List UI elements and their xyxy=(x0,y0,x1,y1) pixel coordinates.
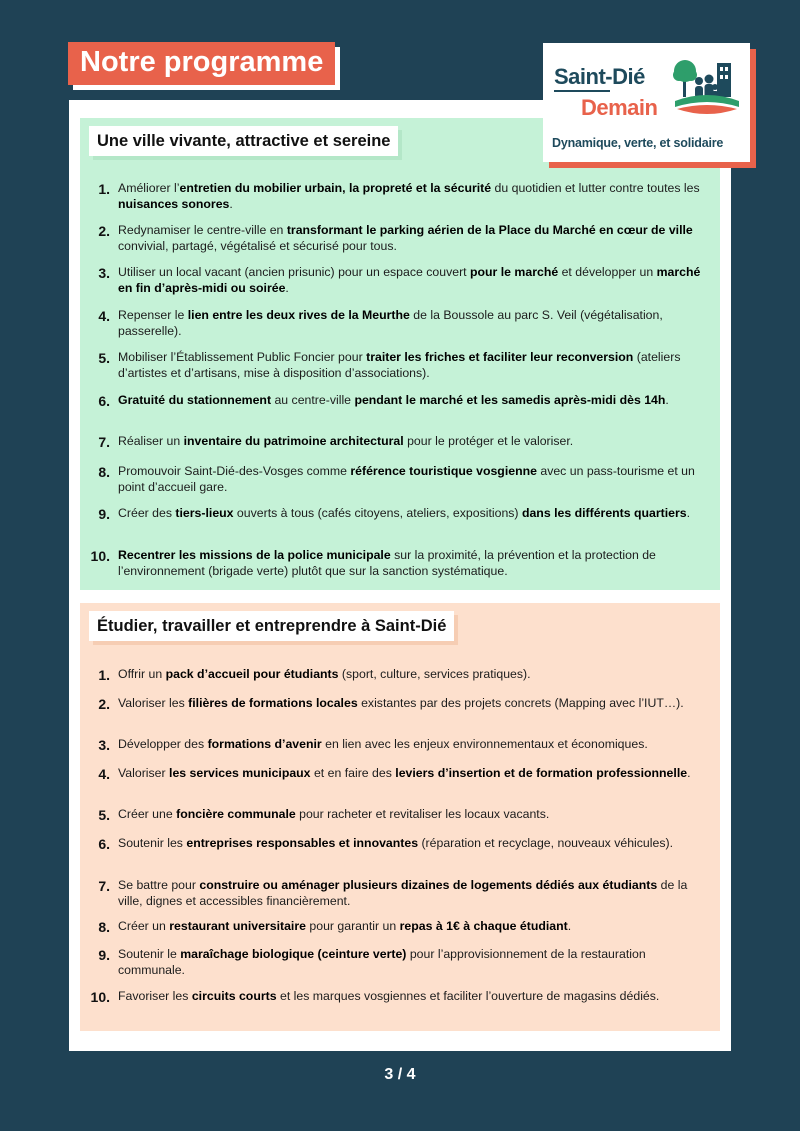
text-segment: . xyxy=(687,766,691,780)
text-segment: ouverts à tous (cafés citoyens, ateliers, expositions) xyxy=(233,506,522,520)
text-segment: en lien avec les enjeux environnementaux et économiques. xyxy=(321,737,648,751)
list-item-number: 1. xyxy=(98,181,110,197)
text-segment: Soutenir le xyxy=(118,947,181,961)
list-item-number: 9. xyxy=(98,506,110,522)
list-item-number: 9. xyxy=(98,947,110,963)
bold-text: dans les différents quartiers xyxy=(521,506,687,520)
bold-text: pendant le marché et les samedis après-midi dès 14h xyxy=(354,393,666,407)
text-segment: Valoriser xyxy=(118,766,170,780)
logo-text-demain: Demain xyxy=(581,95,658,120)
bold-text: formations d’avenir xyxy=(207,737,322,751)
text-segment: Favoriser les xyxy=(118,989,192,1003)
bold-text: entretien du mobilier urbain, la propreté et la sécurité xyxy=(179,181,492,195)
list-item-number: 4. xyxy=(98,308,110,324)
list-item-text xyxy=(118,264,703,296)
list-item-number: 7. xyxy=(98,434,110,450)
bold-text: filières de formations locales xyxy=(188,696,358,710)
text-segment: du quotidien et lutter contre toutes les xyxy=(491,181,700,195)
list-item-text xyxy=(118,765,703,781)
list-item-number: 10. xyxy=(90,989,110,1005)
text-segment: sur la proximité, la prévention et la protection de l’environnement (brigade verte) plutôt que sur la sanction systématique. xyxy=(118,548,656,578)
text-segment: et les marques vosgiennes et faciliter l’ouverture de magasins dédiés. xyxy=(276,989,660,1003)
list-item-text xyxy=(118,736,703,752)
bold-text: nuisances sonores xyxy=(118,197,230,211)
text-segment: . xyxy=(567,919,572,933)
bold-text: transformant le parking aérien de la Place du Marché en cœur de ville xyxy=(286,223,693,237)
section-heading: Étudier, travailler et entreprendre à Saint-Dié xyxy=(89,611,454,641)
text-segment: Réaliser un xyxy=(118,434,184,448)
section-ville-vivante xyxy=(80,118,720,590)
list-item-text xyxy=(118,180,703,212)
text-segment: Soutenir les xyxy=(118,836,187,850)
text-segment: . xyxy=(285,281,289,295)
list-item-text xyxy=(118,349,703,381)
text-segment: pour racheter et revitaliser les locaux vacants. xyxy=(295,807,550,821)
list-item-text xyxy=(118,877,703,909)
bold-text: foncière communale xyxy=(176,807,296,821)
list-item-number: 2. xyxy=(98,223,110,239)
bold-text: construire ou aménager plusieurs dizaines de logements dédiés aux étudiants xyxy=(199,878,658,892)
list-item-text xyxy=(118,392,703,408)
list-item-number: 5. xyxy=(98,807,110,823)
bold-text: repas à 1€ à chaque étudiant xyxy=(399,919,568,933)
list-item-text xyxy=(118,806,703,822)
text-segment: pour l’approvisionnement de la restauration communale. xyxy=(118,947,646,977)
bold-text: marché en fin d’après-midi ou soirée xyxy=(118,265,701,295)
text-segment: Offrir un xyxy=(118,667,166,681)
list-item-text xyxy=(118,946,703,978)
text-segment: Utiliser un local vacant (ancien prisunic) pour un espace couvert xyxy=(118,265,471,279)
text-segment: et en faire des xyxy=(310,766,396,780)
bold-text: pack d’accueil pour étudiants xyxy=(165,667,339,681)
list-item-text xyxy=(118,463,703,495)
text-segment: Créer des xyxy=(118,506,176,520)
list-item-text xyxy=(118,307,703,339)
logo-underline xyxy=(554,90,610,92)
list-item-text xyxy=(118,433,703,449)
text-segment: au centre-ville xyxy=(271,393,355,407)
list-item-text xyxy=(118,666,703,682)
text-segment: (sport, culture, services pratiques). xyxy=(338,667,531,681)
logo-tagline: Dynamique, verte, et solidaire xyxy=(552,136,724,150)
text-segment: de la ville, dignes et accessibles financièrement. xyxy=(118,878,688,908)
bold-text: référence touristique vosgienne xyxy=(350,464,537,478)
text-segment: Redynamiser le centre-ville en xyxy=(118,223,287,237)
list-item-number: 1. xyxy=(98,667,110,683)
bold-text: Gratuité du stationnement xyxy=(118,393,272,407)
section-etudier-travailler xyxy=(80,603,720,1031)
bold-text: lien entre les deux rives de la Meurthe xyxy=(187,308,410,322)
text-segment: convivial, partagé, végétalisé et sécurisé pour tous. xyxy=(118,239,397,253)
list-item-number: 5. xyxy=(98,350,110,366)
bold-text: inventaire du patrimoine architectural xyxy=(183,434,404,448)
list-item-number: 4. xyxy=(98,766,110,782)
text-segment: pour le protéger et le valoriser. xyxy=(403,434,574,448)
text-segment: Promouvoir Saint-Dié-des-Vosges comme xyxy=(118,464,351,478)
list-item-number: 7. xyxy=(98,878,110,894)
bold-text: entreprises responsables et innovantes xyxy=(186,836,419,850)
section-heading: Une ville vivante, attractive et sereine xyxy=(89,126,398,156)
text-segment: (réparation et recyclage, nouveaux véhicules). xyxy=(418,836,674,850)
text-segment: Se battre pour xyxy=(118,878,200,892)
logo-box xyxy=(543,43,750,162)
list-item-number: 10. xyxy=(90,548,110,564)
list-item-text xyxy=(118,695,703,711)
text-segment: de la Boussole au parc S. Veil (végétalisation, passerelle). xyxy=(118,308,663,338)
page-title: Notre programme xyxy=(68,42,335,85)
logo-text-saint-die: Saint-Dié xyxy=(554,64,645,89)
list-item-text xyxy=(118,547,703,579)
bold-text: les services municipaux xyxy=(169,766,311,780)
text-segment: Créer une xyxy=(118,807,177,821)
text-segment: avec un pass-tourisme et un point d’accueil gare. xyxy=(118,464,695,494)
page-number: 3 / 4 xyxy=(384,1066,416,1083)
list-item-number: 2. xyxy=(98,696,110,712)
list-item-number: 6. xyxy=(98,836,110,852)
list-item-number: 8. xyxy=(98,464,110,480)
bold-text: leviers d’insertion et de formation professionnelle xyxy=(395,766,688,780)
list-item-number: 8. xyxy=(98,919,110,935)
list-item-text xyxy=(118,918,703,934)
bold-text: tiers-lieux xyxy=(175,506,234,520)
list-item-text xyxy=(118,988,703,1004)
text-segment: Mobiliser l’Établissement Public Foncier pour xyxy=(118,350,367,364)
bold-text: maraîchage biologique (ceinture verte) xyxy=(180,947,407,961)
bold-text: pour le marché xyxy=(470,265,559,279)
text-segment: Repenser le xyxy=(118,308,188,322)
text-segment: Améliorer l’ xyxy=(118,181,180,195)
text-segment: et développer un xyxy=(558,265,657,279)
text-segment: (ateliers d’artistes et d’artisans, mise à disposition d’associations). xyxy=(118,350,681,380)
text-segment: . xyxy=(665,393,669,407)
bold-text: traiter les friches et faciliter leur reconversion xyxy=(366,350,634,364)
text-segment: . xyxy=(229,197,233,211)
list-item-text xyxy=(118,835,703,851)
text-segment: Développer des xyxy=(118,737,208,751)
text-segment: Valoriser les xyxy=(118,696,189,710)
text-segment: Créer un xyxy=(118,919,170,933)
bold-text: restaurant universitaire xyxy=(169,919,306,933)
list-item-text xyxy=(118,222,703,254)
bold-text: circuits courts xyxy=(191,989,277,1003)
bold-text: Recentrer les missions de la police municipale xyxy=(118,548,391,562)
text-segment: existantes par des projets concrets (Mapping avec l’IUT…). xyxy=(357,696,684,710)
text-segment: . xyxy=(686,506,691,520)
logo-tree-family-icon xyxy=(673,57,741,119)
list-item-number: 3. xyxy=(98,265,110,281)
list-item-text xyxy=(118,505,703,521)
list-item-number: 3. xyxy=(98,737,110,753)
text-segment: pour garantir un xyxy=(305,919,400,933)
list-item-number: 6. xyxy=(98,393,110,409)
